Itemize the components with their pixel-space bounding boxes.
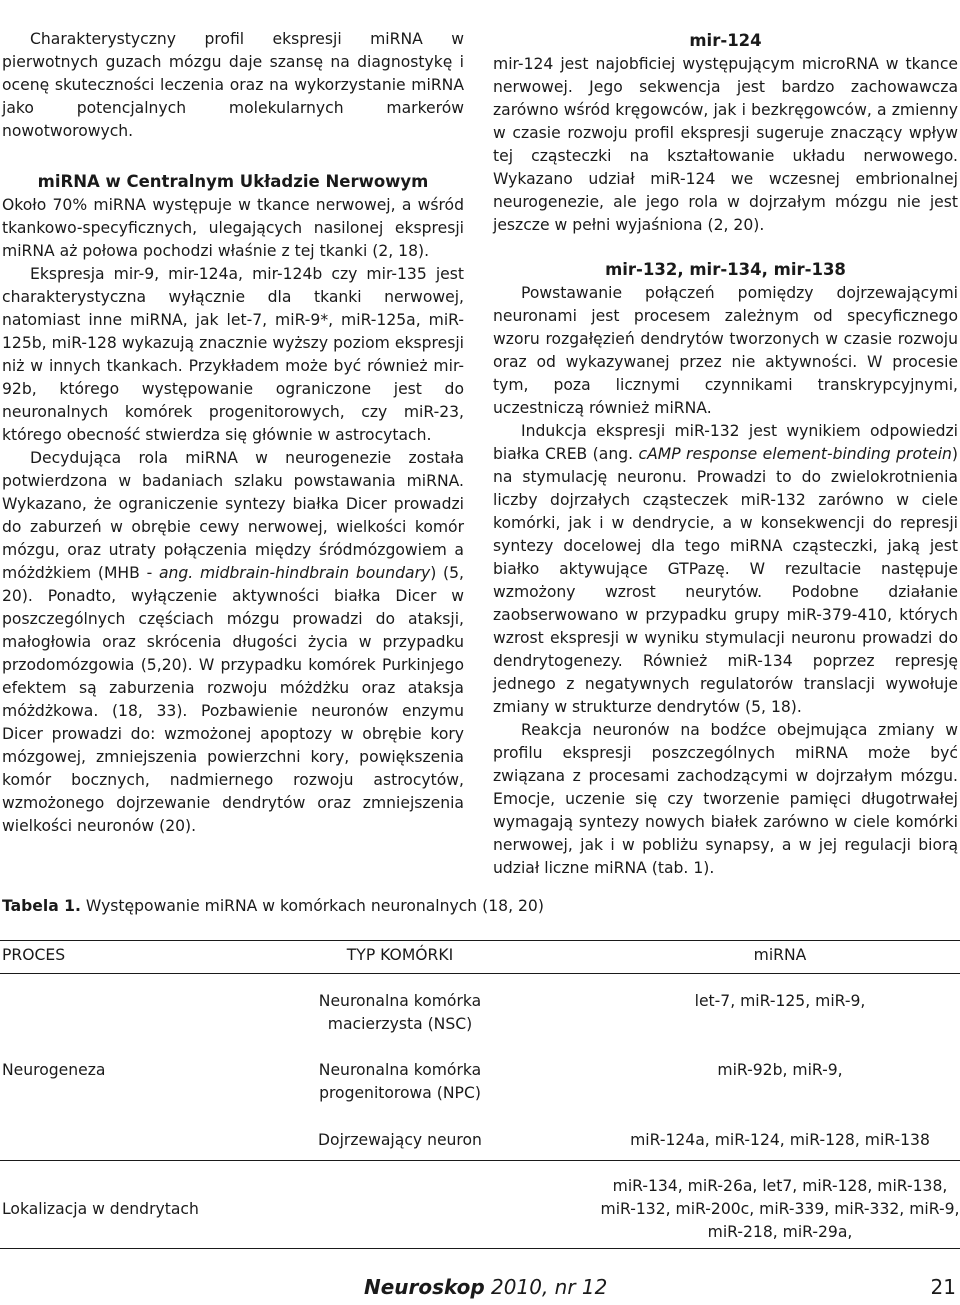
table-cell-mirna: miR-134, miR-26a, let7, miR-128, miR-138, miR-132, miR-200c, miR-339, miR-332, miR-9, miR-218, miR-29a, [600,1177,960,1241]
table-caption-text: Występowanie miRNA w komórkach neuronalnych (18, 20) [80,897,544,915]
section-heading-cns: miRNA w Centralnym Układzie Nerwowym [37,172,429,191]
intro-paragraph: Charakterystyczny profil ekspresji miRNA w pierwotnych guzach mózgu daje szansę na diagnostykę i ocenę skuteczności leczenia oraz na wykorzystanie miRNA jako potencjalnych molekularnych markerów nowotworowych. [2,30,464,140]
table-cell-cell-type: Neuronalna komórka macierzysta (NSC) [318,992,482,1033]
table-cell-process: Lokalizacja w dendrytach [2,1200,199,1218]
table-caption-label: Tabela 1. [2,897,81,915]
table-cell-mirna: miR-92b, miR-9, [717,1061,843,1079]
italic-term: cAMP response element-binding protein [638,445,952,463]
journal-name [364,1275,607,1299]
paragraph: Reakcja neuronów na bodźce obejmująca zmiany w profilu ekspresji poszczególnych miRNA może być związana z procesami zachodzącymi w dojrzałym mózgu. Emocje, uczenie się czy tworzenie pamięci długotrwałej wymagają syntezy nowych białek zarówno w ciele komórki nerwowej, jak i w pobliżu synapsy, a w jej regulacji biorą udział liczne miRNA (tab. 1). [493,721,958,877]
table-rule [0,940,960,941]
text-run: ) (5, 20). Ponadto, wyłączenie aktywności białka Dicer w poszczególnych częściach mózgu prowadzi do ataksji, małogłowia oraz skrócenia długości życia w przypadku przodomózgowia (5,20). W przypadku komórek Purkinjego efektem są zaburzenia rozwoju móżdżku oraz ataksja móżdżkowa. (18, 33). Pozbawienie neuronów enzymu Dicer prowadzi do: wzmożonej apoptozy w obrębie kory mózgowej, zmniejszenia powierzchni kory, powiększenia komór bocznych, nadmiernego rozwoju astrocytów, wzmożonego dojrzewanie dendrytów oraz zmniejszenia wielkości neuronów (20). [2,564,464,835]
text-run: Decydująca rola miRNA w neurogenezie została potwierdzona w badaniach szlaku powstawania miRNA. Wykazano, że ograniczenie syntezy białka Dicer prowadzi do zaburzeń w obrębie cewy nerwowej, wielkości komór mózgu, oraz utraty połączenia między śródmózgowiem a móżdżkiem (MHB - [2,449,464,582]
text-run: Indukcja ekspresji miR-132 jest wynikiem odpowiedzi białka CREB (ang. [493,422,958,463]
journal-issue: 2010, nr 12 [484,1275,608,1299]
paragraph: Około 70% miRNA występuje w tkance nerwowej, a wśród tkankowo-specyficznych, ulegających nasilonej ekspresji miRNA aż połowa pochodzi właśnie z tej tkanki (2, 18). [2,196,464,260]
table-header-process: PROCES [2,946,66,964]
table-header-mirna: miRNA [753,946,807,964]
table-rule [0,1248,960,1249]
journal-title: Neuroskop [364,1275,485,1299]
page-number: 21 [930,1275,956,1299]
table-rule [0,973,960,974]
paragraph [493,420,958,719]
section-heading-mir124: mir-124 [689,31,762,50]
table-header-cell-type: TYP KOMÓRKI [346,946,454,964]
italic-term: ang. midbrain-hindbrain boundary [158,564,431,582]
table-cell-mirna: miR-124a, miR-124, miR-128, miR-138 [630,1131,930,1149]
table-cell-process: Neurogeneza [2,1061,106,1079]
paragraph: mir-124 jest najobficiej występującym microRNA w tkance nerwowej. Jego sekwencja jest bardzo zachowawcza zarówno wśród kręgowców, jak i bezkręgowców, a zmienny w czasie rozwoju profil ekspresji sugeruje znaczący wpływ tej cząsteczki na kształtowanie układu nerwowego. Wykazano udział miR-124 we wczesnej embrionalnej neurogenezie, ale jego rola w dojrzałym mózgu nie jest jeszcze w pełni wyjaśniona (2, 20). [493,55,958,234]
left-column [2,28,464,838]
right-column [493,28,958,880]
table-cell-cell-type: Neuronalna komórka progenitorowa (NPC) [318,1061,482,1102]
table-cell-cell-type: Dojrzewający neuron [318,1131,482,1149]
table-rule [0,1160,960,1161]
paragraph: Ekspresja mir-9, mir-124a, mir-124b czy mir-135 jest charakterystyczna wyłącznie dla tkanki nerwowej, natomiast inne miRNA, jak let-7, miR-9*, miR-125a, miR-125b, miR-128 wykazują znacznie wyższy poziom ekspresji niż w innych tkankach. Przykładem może być również mir-92b, którego występowanie ograniczone jest do neuronalnych komórek progenitorowych, czy miR-23, którego obecność stwierdza się głównie w astrocytach. [2,265,464,444]
table-caption [2,897,544,915]
paragraph [2,447,464,838]
paragraph: Powstawanie połączeń pomiędzy dojrzewającymi neuronami jest procesem zależnym od specyficznego wzoru rozgałęzień dendrytów tworzonych w czasie rozwoju oraz od wykazywanej przez nie aktywności. W procesie tym, poza licznymi czynnikami transkrypcyjnymi, uczestniczą również miRNA. [493,284,958,417]
section-heading-mir132: mir-132, mir-134, mir-138 [605,260,846,279]
text-run: ) na stymulację neuronu. Prowadzi to do zwielokrotnienia liczby dojrzałych cząsteczek miR-132 zarówno w ciele komórki, jak i w dendrycie, a w konsekwencji do represji syntezy docelowej dla tego miRNA cząsteczki, jaką jest białko aktywujące GTPazę. W rezultacie następuje wzmożony wzrost neurytów. Podobne działanie zaobserwowano w przypadku grupy miR-379-410, których wzrost ekspresji w wyniku stymulacji neuronu prowadzi do dendrytogenezy. Również miR-134 poprzez represję jednego z negatywnych regulatorów translacji wywołuje zmiany w strukturze dendrytów (5, 18). [493,445,958,716]
table-cell-mirna: let-7, miR-125, miR-9, [694,992,866,1010]
